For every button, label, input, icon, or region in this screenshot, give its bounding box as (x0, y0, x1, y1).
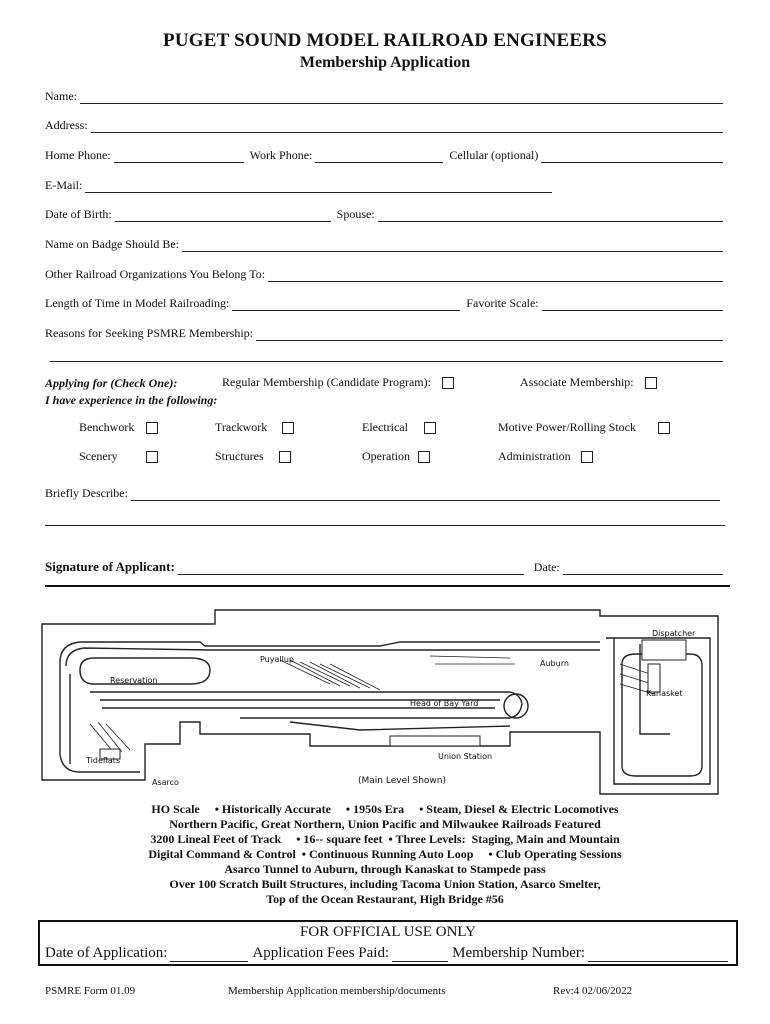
fees-paid-label: Application Fees Paid: (252, 945, 390, 961)
describe-row (45, 485, 720, 501)
reasons-label: Reasons for Seeking PSMRE Membership: (45, 326, 253, 340)
membership-number-field[interactable] (588, 949, 728, 962)
phone-row (45, 147, 723, 163)
home-phone-label: Home Phone: (45, 148, 111, 162)
regular-checkbox[interactable] (442, 377, 454, 389)
work-phone-label: Work Phone: (249, 148, 313, 162)
spouse-label: Spouse: (336, 207, 375, 221)
map-label-union-station: Union Station (438, 752, 493, 761)
dob-field[interactable] (115, 209, 331, 222)
form-title: Membership Application (299, 54, 471, 71)
describe-field-2[interactable] (45, 513, 725, 526)
layout-map (40, 604, 720, 796)
exp-trackwork (215, 420, 294, 435)
cellular-label: Cellular (optional) (449, 148, 539, 162)
experience-label: I have experience in the following: (45, 393, 218, 407)
reasons-row-2 (50, 346, 723, 362)
describe-field[interactable] (131, 488, 720, 501)
official-use-box (38, 920, 738, 966)
cellular-field[interactable] (541, 150, 723, 163)
reasons-field-2[interactable] (50, 349, 723, 362)
structures-checkbox[interactable] (279, 451, 291, 463)
home-phone-field[interactable] (114, 150, 244, 163)
exp-benchwork (79, 420, 158, 435)
scale-label: Favorite Scale: (466, 296, 539, 310)
benchwork-checkbox[interactable] (146, 422, 158, 434)
feature-line: Digital Command & Control • Continuous Running Auto Loop • Club Operating Sessions (148, 847, 622, 861)
feature-line: Top of the Ocean Restaurant, High Bridge #56 (266, 892, 504, 906)
feature-line: Northern Pacific, Great Northern, Union Pacific and Milwaukee Railroads Featured (169, 817, 601, 831)
org-title: PUGET SOUND MODEL RAILROAD ENGINEERS (163, 30, 607, 51)
spouse-field[interactable] (378, 209, 723, 222)
feature-line: 3200 Lineal Feet of Track • 16-- square feet • Three Levels: Staging, Main and Mountain (150, 832, 620, 846)
other-orgs-row (45, 266, 723, 282)
map-label-dispatcher: Dispatcher (652, 629, 696, 638)
footer-revision: Rev:4 02/06/2022 (553, 985, 633, 997)
exp-electrical-label: Electrical (362, 420, 408, 434)
length-row (45, 295, 723, 311)
signature-field[interactable] (178, 562, 524, 575)
map-label-head-of-bay-yard: Head of Bay Yard (410, 699, 479, 708)
badge-row (45, 236, 723, 252)
address-label: Address: (45, 118, 88, 132)
address-field[interactable] (91, 120, 723, 133)
exp-electrical (362, 420, 436, 435)
associate-membership-option (520, 375, 657, 390)
exp-operation-label: Operation (362, 449, 410, 463)
signature-row (45, 557, 723, 575)
motive-power-checkbox[interactable] (658, 422, 670, 434)
exp-administration-label: Administration (498, 449, 571, 463)
feature-line: Over 100 Scratch Built Structures, including Tacoma Union Station, Asarco Smelter, (169, 877, 601, 891)
fees-paid-field[interactable] (392, 949, 448, 962)
administration-checkbox[interactable] (581, 451, 593, 463)
regular-membership-option (222, 375, 454, 390)
electrical-checkbox[interactable] (424, 422, 436, 434)
feature-line: Asarco Tunnel to Auburn, through Kanaskat to Stampede pass (224, 862, 546, 876)
other-orgs-label: Other Railroad Organizations You Belong To: (45, 267, 266, 281)
scale-field[interactable] (542, 298, 723, 311)
regular-label: Regular Membership (Candidate Program): (222, 375, 431, 389)
date-of-application-label: Date of Application: (45, 945, 168, 961)
date-of-application-field[interactable] (170, 949, 248, 962)
other-orgs-field[interactable] (268, 269, 723, 282)
map-label-tideflats: Tideflats (86, 756, 121, 765)
email-label: E-Mail: (45, 178, 83, 192)
name-field[interactable] (80, 91, 723, 104)
reasons-row (45, 325, 723, 341)
membership-number-label: Membership Number: (452, 945, 586, 961)
dob-label: Date of Birth: (45, 207, 112, 221)
feature-line: HO Scale • Historically Accurate • 1950s Era • Steam, Diesel & Electric Locomotives (151, 802, 619, 816)
work-phone-field[interactable] (315, 150, 443, 163)
exp-scenery (79, 449, 158, 464)
associate-checkbox[interactable] (645, 377, 657, 389)
features-list (0, 802, 770, 907)
email-field[interactable] (85, 180, 552, 193)
operation-checkbox[interactable] (418, 451, 430, 463)
map-label-main-level: (Main Level Shown) (358, 776, 446, 786)
exp-structures (215, 449, 291, 464)
exp-administration (498, 449, 593, 464)
describe-label: Briefly Describe: (45, 486, 128, 500)
map-label-kanasket: Kanasket (646, 689, 683, 698)
name-label: Name: (45, 89, 77, 103)
exp-benchwork-label: Benchwork (79, 420, 135, 434)
footer-form-id: PSMRE Form 01.09 (45, 985, 136, 997)
sig-date-field[interactable] (563, 562, 723, 575)
exp-scenery-label: Scenery (79, 449, 118, 463)
badge-label: Name on Badge Should Be: (45, 237, 179, 251)
scenery-checkbox[interactable] (146, 451, 158, 463)
name-row (45, 88, 723, 104)
exp-motive-power-label: Motive Power/Rolling Stock (498, 420, 636, 434)
map-label-reservation: Reservation (110, 676, 158, 685)
reasons-field[interactable] (256, 328, 723, 341)
section-divider (45, 585, 730, 587)
email-row (45, 177, 552, 193)
official-row (45, 942, 728, 962)
footer-doc-path: Membership Application membership/documents (228, 985, 446, 997)
describe-row-2 (45, 510, 725, 526)
badge-field[interactable] (182, 239, 723, 252)
length-label: Length of Time in Model Railroading: (45, 296, 230, 310)
map-label-auburn: Auburn (540, 659, 569, 668)
trackwork-checkbox[interactable] (282, 422, 294, 434)
associate-label: Associate Membership: (520, 375, 634, 389)
exp-motive-power (498, 420, 670, 435)
length-field[interactable] (232, 298, 460, 311)
map-label-puyallup: Puyallup (260, 655, 294, 664)
dob-row (45, 206, 723, 222)
address-row (45, 117, 723, 133)
sig-date-label: Date: (533, 560, 560, 574)
signature-label: Signature of Applicant: (45, 559, 175, 574)
exp-operation (362, 449, 430, 464)
exp-structures-label: Structures (215, 449, 264, 463)
applying-label: Applying for (Check One): (45, 376, 178, 390)
map-label-asarco: Asarco (152, 778, 179, 787)
official-title: FOR OFFICIAL USE ONLY (300, 924, 476, 940)
exp-trackwork-label: Trackwork (215, 420, 268, 434)
